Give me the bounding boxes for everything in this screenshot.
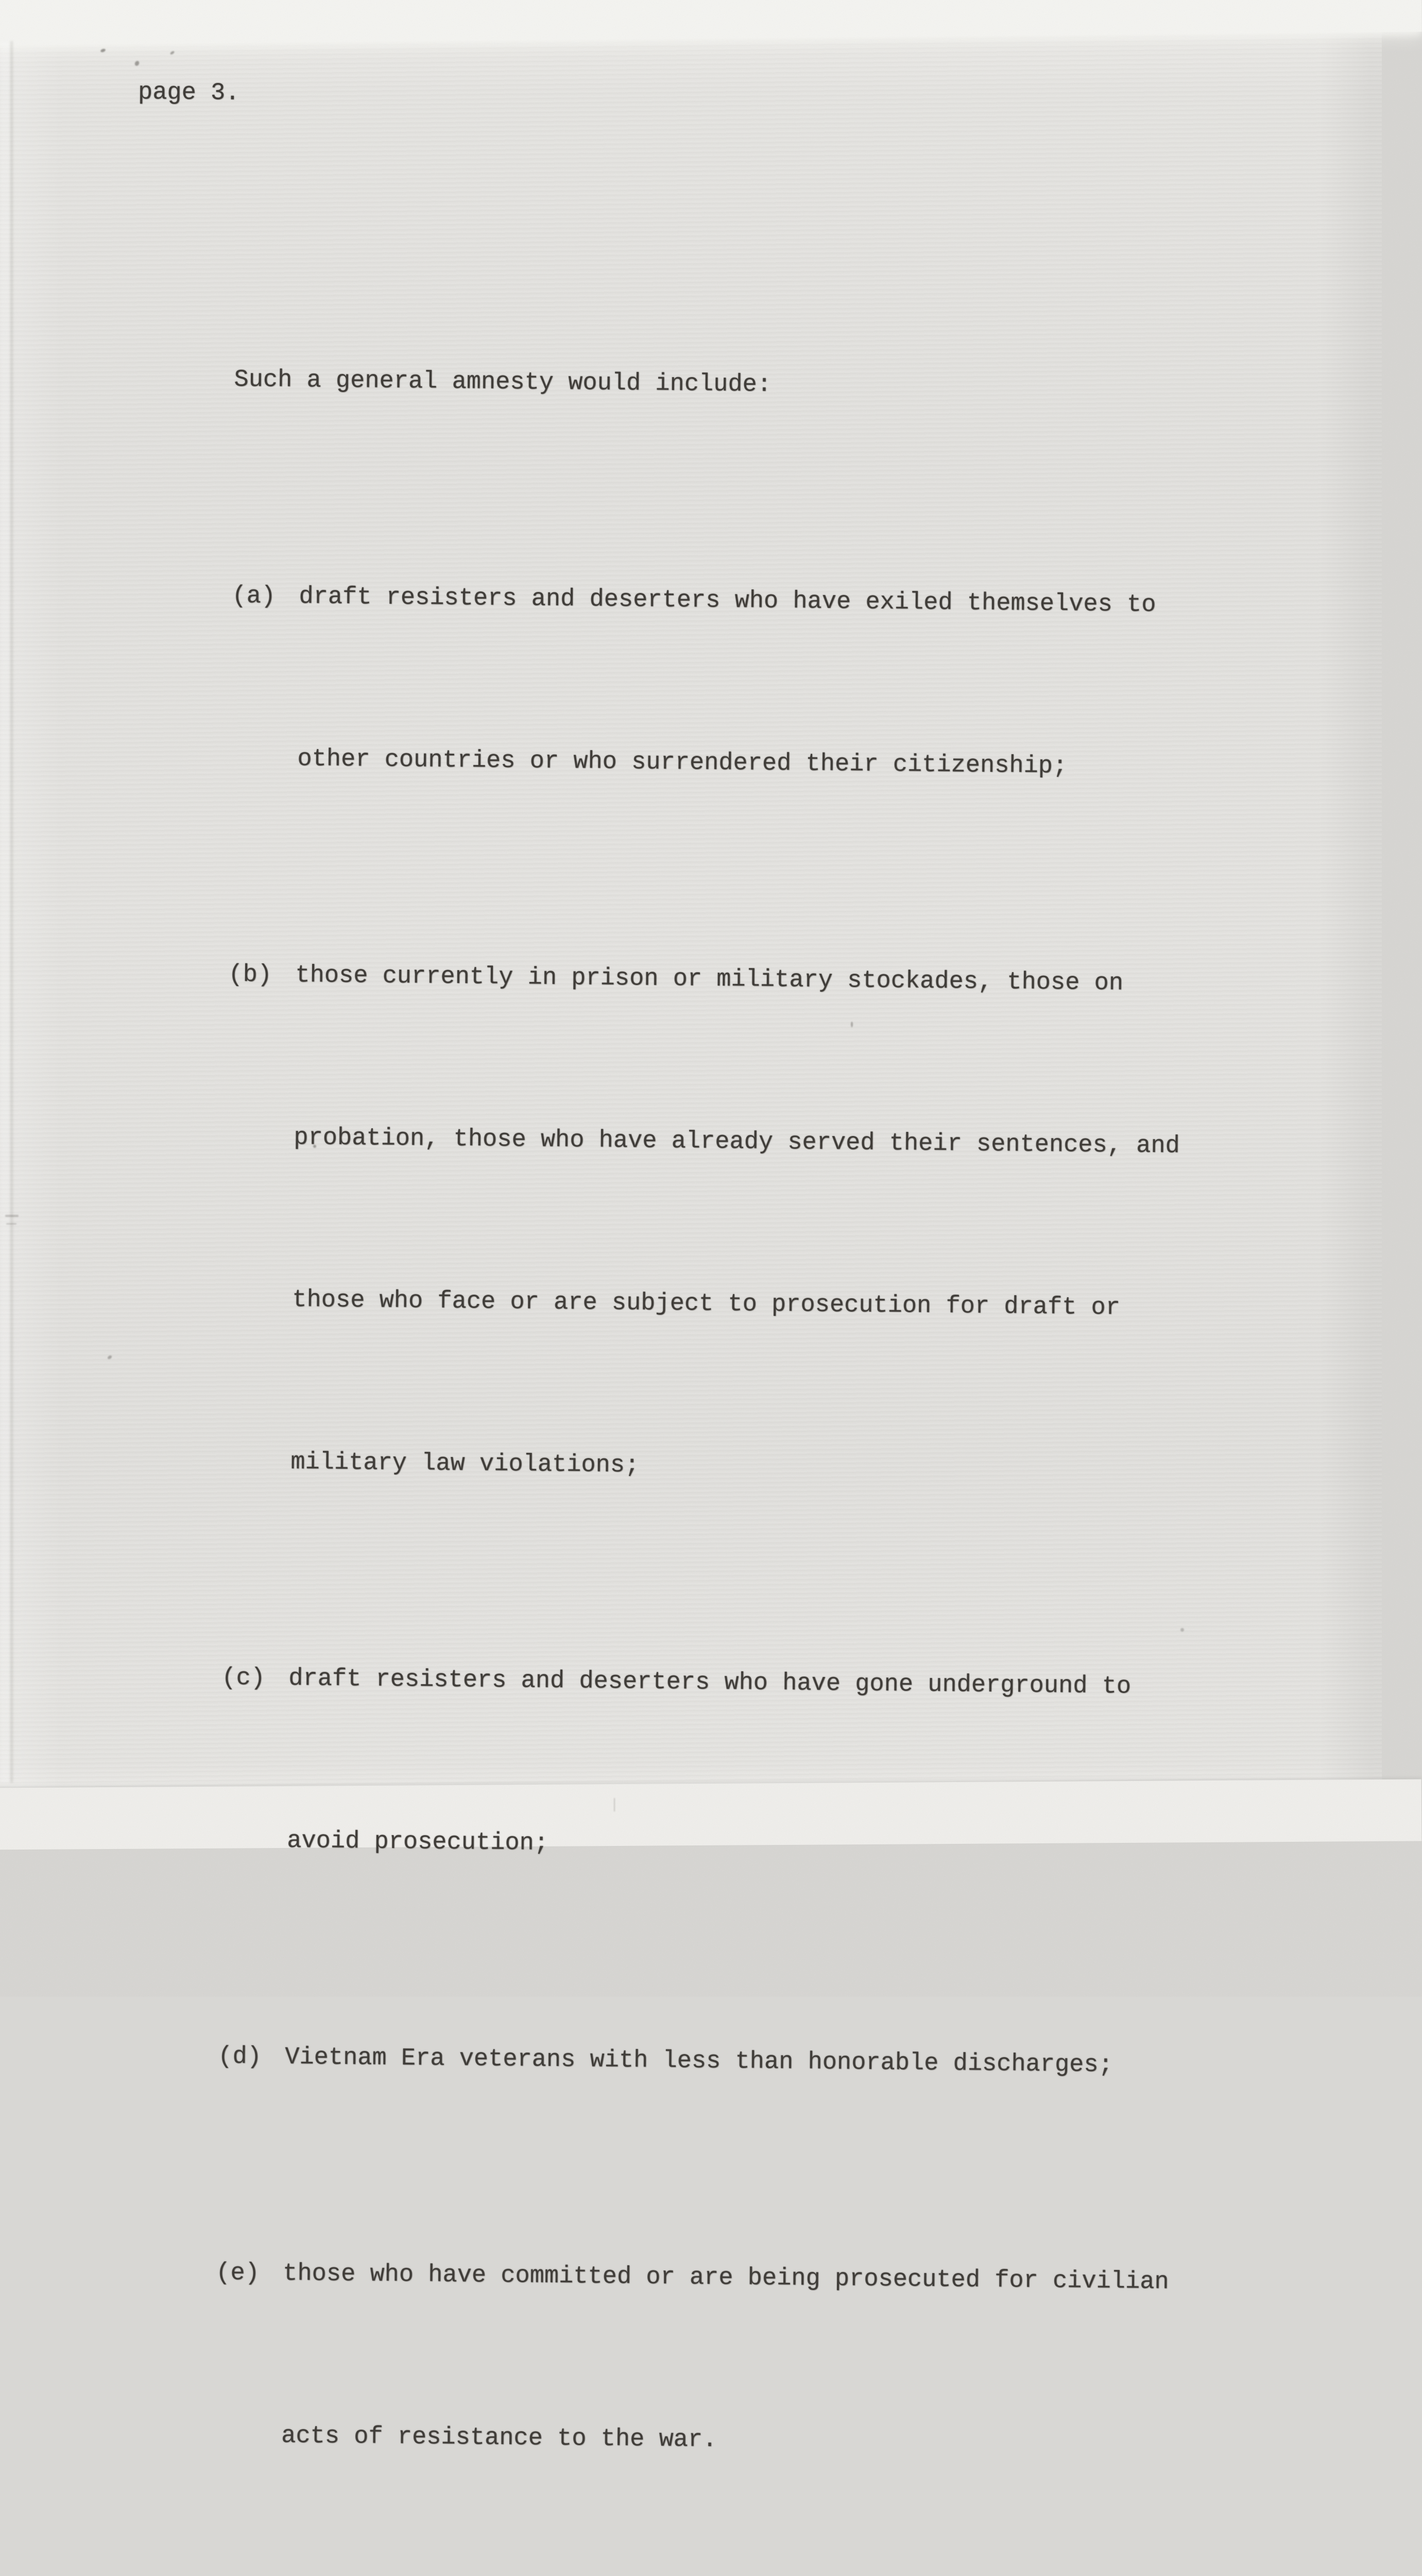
list-item-c-line: [119, 1650, 1335, 1716]
list-item-text: Vietnam Era veterans with less than honorable discharges;: [284, 2043, 1113, 2079]
ink-speck: [100, 48, 106, 53]
list-item-text: those currently in prison or military stockades, those on: [295, 962, 1124, 997]
document-body: [89, 190, 1349, 2576]
list-item-text: draft resisters and deserters who have gone underground to: [288, 1665, 1132, 1701]
ink-speck: [6, 1223, 16, 1225]
paper-edge-left-highlight: [0, 41, 10, 1783]
list-item-label: (b): [228, 961, 272, 989]
ink-speck: [5, 1215, 19, 1217]
paper-edge-left: [10, 41, 13, 1783]
list-item-label: (c): [221, 1664, 266, 1692]
list-item-c-line: avoid prosecution;: [286, 1827, 549, 1857]
list-item-d-line: [116, 2029, 1332, 2095]
list-item-b-line: probation, those who have already served their sentences, and: [294, 1124, 1180, 1160]
list-item-b-line: military law violations;: [290, 1449, 640, 1480]
list-item-text: those who have committed or are being prosecuted for civilian: [282, 2260, 1169, 2296]
ink-speck: [169, 50, 175, 55]
paper-edge-top: [0, 0, 1422, 45]
list-item-label: (a): [232, 582, 276, 611]
text-line-intro: Such a general amnesty would include:: [234, 366, 772, 399]
list-item-label: (d): [217, 2043, 262, 2071]
list-item-b-line: those who face or are subject to prosecution for draft or: [292, 1286, 1121, 1322]
list-item-a-line: [130, 568, 1346, 634]
list-item-a-line: other countries or who surrendered their citizenship;: [297, 745, 1068, 781]
list-item-text: draft resisters and deserters who have exiled themselves to: [299, 583, 1156, 619]
list-item-e-line: [114, 2245, 1330, 2311]
list-item-label: (e): [215, 2259, 260, 2287]
ink-speck: [107, 1354, 113, 1360]
page-number: page 3.: [138, 79, 240, 107]
list-item-b-line: [126, 947, 1342, 1013]
list-item-e-line: acts of resistance to the war.: [281, 2422, 717, 2454]
